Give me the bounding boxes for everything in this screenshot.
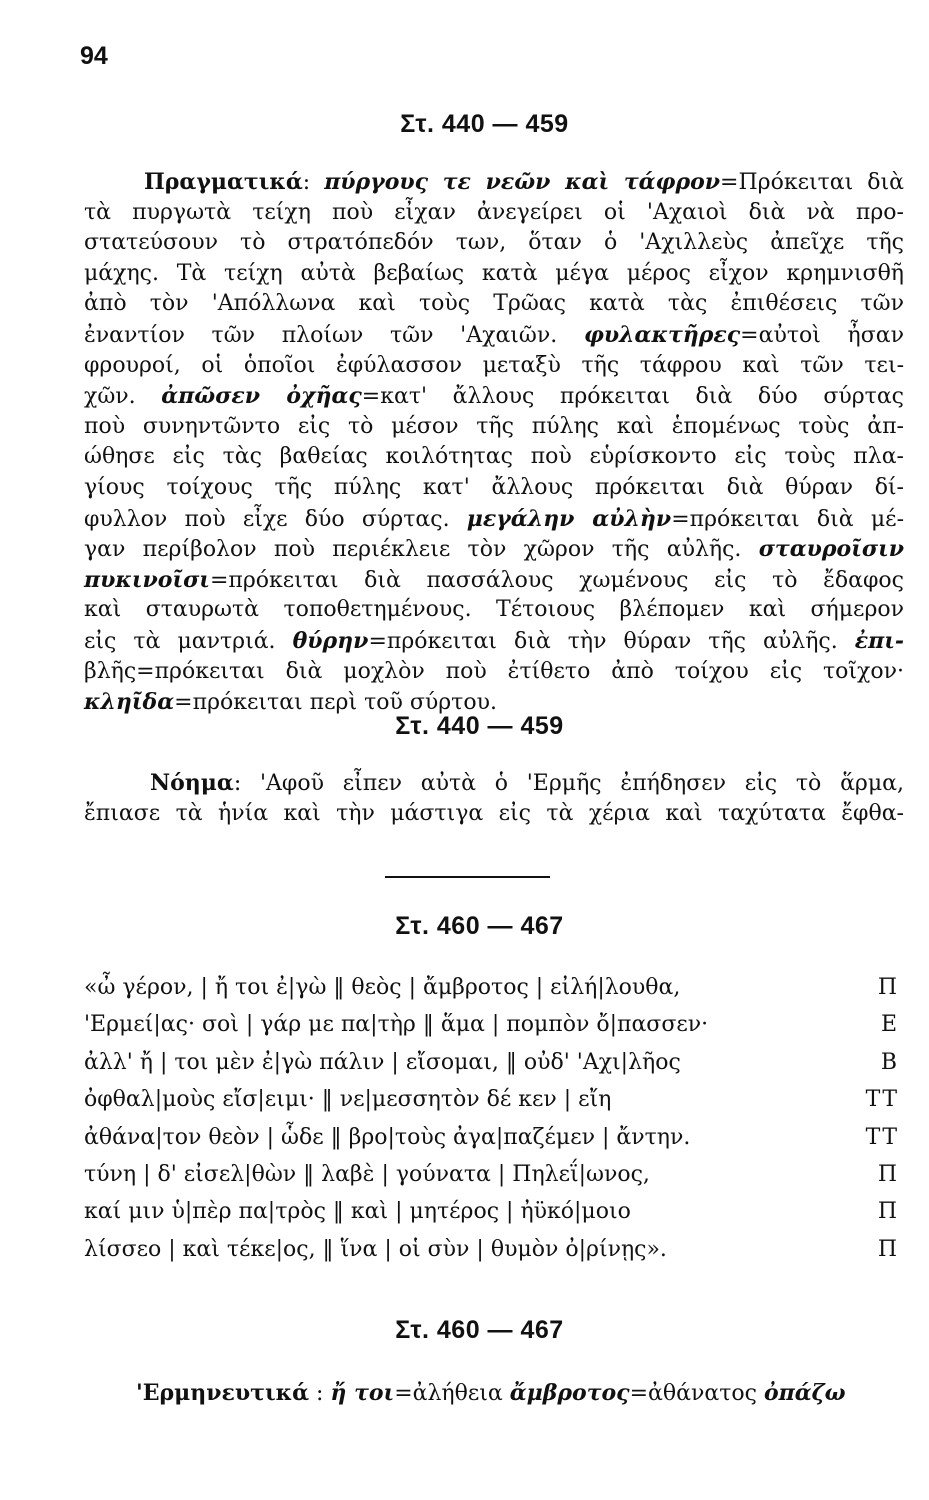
text-run: : [302,170,325,195]
keyword-term: ἤ τοι [330,1380,395,1406]
verse-line [84,1231,899,1268]
text-line [84,565,904,596]
keyword-term: φυλακτῆρες [583,321,741,348]
text-line [84,167,904,198]
meter-code: Π [877,975,899,1000]
text-run: =πρόκειται διὰ τὴν θύραν τῆς αὐλῆς. [368,628,855,654]
noima-paragraph [84,768,904,829]
pragmatika-paragraph [84,167,904,718]
text-run: γίους τοίχους τῆς πύλης κατ' ἄλλους πρόκειται διὰ θύραν δί- [84,474,904,500]
verse-text: «ὦ γέρον, | ἤ τοι ἐ|γὼ ‖ θεὸς | ἄμβροτος | εἰλή|λουθα, [84,975,681,1000]
section-label: Πραγματικά [144,169,303,195]
text-run: =αὐτοὶ ἦσαν [740,322,904,348]
text-line [84,228,904,259]
verse-text: ὀφθαλ|μοὺς εἴσ|ειμι· ‖ νε|μεσσητὸν δέ κεν | εἴη [84,1087,612,1113]
keyword-term: μεγάλην αὐλὴν [466,505,672,532]
meter-code: Π [877,1199,899,1225]
text-line [84,412,904,443]
verse-text: λίσσεο | καὶ τέκε|ος, ‖ ἵνα | οἱ σὺν | θυμὸν ὀ|ρίνῃς». [84,1236,667,1262]
text-run: =κατ' ἄλλους πρόκειται διὰ δύο σύρτας [361,384,904,410]
keyword-term: ὀπάζω [763,1380,846,1406]
text-line [84,289,904,320]
keyword-term: κληῖδα [84,689,175,716]
verse-line [84,969,899,1006]
text-run: ποὺ συνηντῶντο εἰς τὸ μέσον τῆς πύλης καὶ ἑπομένως τοὺς ἀπ- [84,413,904,439]
text-run: : 'Αφοῦ εἶπεν αὐτὰ ὁ 'Ερμῆς ἐπήδησεν εἰς τὸ ἅρμα, [233,771,904,796]
meter-code: ΤΤ [865,1124,899,1150]
text-line [84,626,904,657]
text-line [84,768,904,799]
text-run: τὰ πυργωτὰ τείχη ποὺ εἶχαν ἀνεγείρει οἱ 'Αχαιοὶ διὰ νὰ προ- [84,199,904,225]
section-heading: Στ. 460 — 467 [395,912,564,940]
text-line [84,473,904,504]
page-number: 94 [80,42,108,70]
section-label: 'Ερμηνευτικά [136,1380,310,1406]
text-run: καὶ σταυρωτὰ τοποθετημένους. Τέτοιους βλέπομεν καὶ σήμερον [84,597,904,623]
text-run: στατεύσουν τὸ στρατόπεδόν των, ὅταν ὁ 'Αχιλλεὺς ἀπεῖχε τῆς [84,230,904,256]
text-run: φυλλον ποὺ εἶχε δύο σύρτας. [84,506,467,532]
section-label: Νόημα [150,770,234,796]
verse-text: καί μιν ὑ|πὲρ πα|τρὸς ‖ καὶ | μητέρος | ἠϋκό|μοιο [84,1199,631,1225]
verse-text: ἀθάνα|τον θεὸν | ὧδε ‖ βρο|τοὺς ἀγα|παζέμεν | ἄντην. [84,1124,691,1150]
section-heading: Στ. 460 — 467 [395,1316,564,1344]
text-line [84,351,904,382]
section-heading: Στ. 440 — 459 [395,712,564,740]
keyword-term: σταυροῖσιν [758,536,904,563]
text-run: ἐναντίον τῶν πλοίων τῶν 'Αχαιῶν. [84,322,584,348]
text-line [84,259,904,290]
verse-line [84,1044,899,1081]
text-run: =πρόκειται διὰ μέ- [671,506,904,532]
text-run: ώθησε εἰς τὰς βαθείας κοιλότητας ποὺ εὑρίσκοντο εἰς τοὺς πλα- [84,444,904,470]
text-run: χῶν. [84,384,162,410]
text-run: μάχης. Τὰ τείχη αὐτὰ βεβαίως κατὰ μέγα μέρος εἶχον κρημνισθῆ [84,260,904,286]
divider [385,876,550,878]
text-line [84,442,904,473]
text-run: =ἀθάνατος [629,1381,764,1406]
verse-block [84,969,899,1268]
text-run: =ἀλήθεια [394,1381,510,1406]
text-line [84,534,904,565]
text-run: φρουροί, οἱ ὁποῖοι ἐφύλασσον μεταξὺ τῆς τάφρου καὶ τῶν τει- [84,352,904,378]
text-line [84,799,904,830]
verse-line [84,1119,899,1156]
keyword-term: ἐπι- [854,627,904,654]
text-run: : [309,1381,331,1406]
keyword-term: ἀπῶσεν ὀχῆας [161,383,362,410]
text-run: ἔπιασε τὰ ἡνία καὶ τὴν μάστιγα εἰς τὰ χέρια καὶ ταχύτατα ἔφθα- [84,800,904,826]
text-run: εἰς τὰ μαντριά. [84,628,293,654]
verse-line [84,1006,899,1043]
meter-code: Π [877,1236,899,1262]
meter-code: ΤΤ [865,1087,899,1113]
text-run: =Πρόκειται διὰ [720,170,904,195]
text-line [84,657,904,688]
text-run: =πρόκειται περὶ τοῦ σύρτου. [174,690,497,716]
verse-text: 'Ερμεί|ας· σοὶ | γάρ με πα|τὴρ ‖ ἅμα | πομπὸν ὄ|πασσεν· [84,1012,709,1038]
text-line [84,381,904,412]
keyword-term: πυκινοῖσι [84,566,210,593]
meter-code: Π [877,1161,899,1187]
verse-line [84,1193,899,1230]
verse-text: τύνη | δ' εἰσελ|θὼν ‖ λαβὲ | γούνατα | Πηλεΐ|ωνος, [84,1161,650,1187]
verse-text: ἀλλ' ἤ | τοι μὲν ἐ|γὼ πάλιν | εἴσομαι, ‖ οὐδ' 'Αχι|λῆος [84,1049,681,1075]
meter-code: Β [880,1049,899,1075]
meter-code: Ε [880,1012,899,1038]
text-run: ἀπὸ τὸν 'Απόλλωνα καὶ τοὺς Τρῶας κατὰ τὰς ἐπιθέσεις τῶν [84,291,904,317]
text-line [84,198,904,229]
keyword-term: πύργους τε νεῶν καὶ τάφρον [324,169,721,195]
ermineftika-line [136,1380,906,1406]
keyword-term: ἄμβροτος [509,1380,630,1406]
keyword-term: θύρην [292,627,369,654]
section-heading: Στ. 440 — 459 [400,110,569,138]
text-run: βλῆς=πρόκειται διὰ μοχλὸν ποὺ ἐτίθετο ἀπὸ τοίχου εἰς τοῖχον· [84,658,904,684]
verse-line [84,1156,899,1193]
text-line [84,320,904,351]
verse-line [84,1081,899,1118]
text-run: γαν περίβολον ποὺ περιέκλειε τὸν χῶρον τῆς αὐλῆς. [84,537,759,563]
text-run: =πρόκειται διὰ πασσάλους χωμένους εἰς τὸ ἔδαφος [209,567,904,593]
text-line [84,504,904,535]
text-line [84,595,904,626]
